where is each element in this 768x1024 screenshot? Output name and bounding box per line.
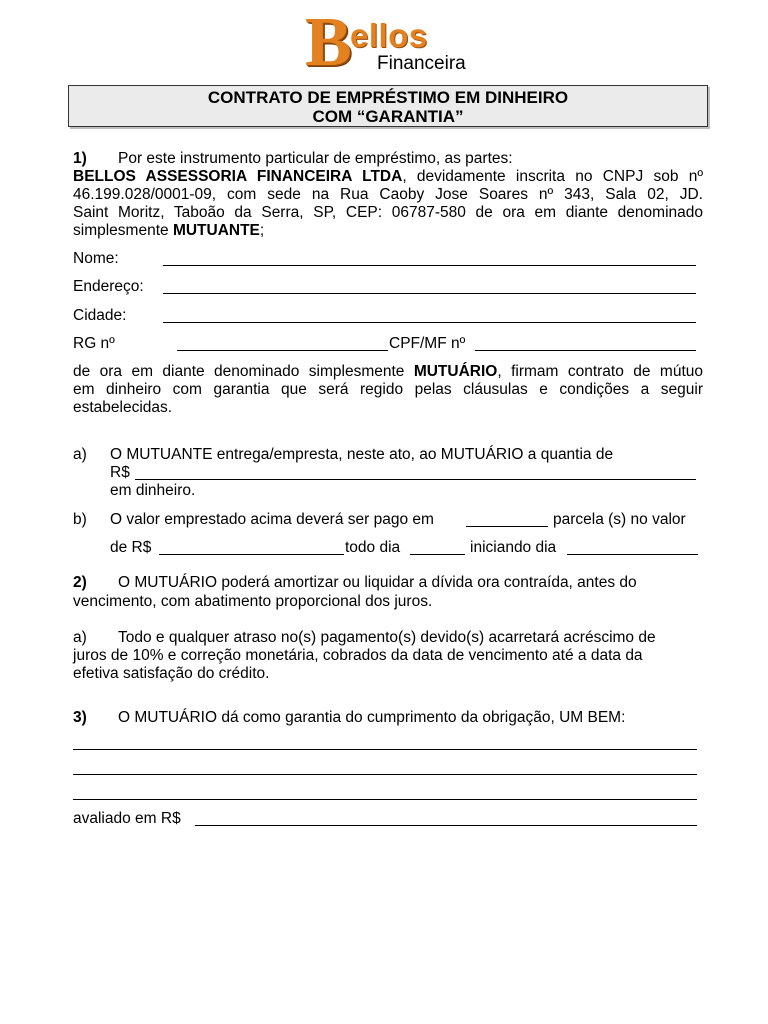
item-a-tail: em dinheiro. (110, 482, 196, 499)
clause1-line3: 46.199.028/0001-09, com sede na Rua Caoby Jose Soares nº 343, Sala 02, JD. (73, 186, 703, 203)
clause3-valued-label: avaliado em R$ (73, 810, 181, 827)
field-endereco-line[interactable] (163, 293, 696, 294)
clause2-line1: O MUTUÁRIO poderá amortizar ou liquidar a dívida ora contraída, antes do (118, 574, 637, 591)
field-rg-label: RG nº (73, 335, 115, 352)
clause3-number: 3) (73, 709, 87, 726)
item-b-day-line[interactable] (410, 554, 465, 555)
item-b-value-line[interactable] (159, 554, 344, 555)
item-b-label: b) (73, 511, 87, 528)
clause1-line5: simplesmente MUTUANTE; (73, 222, 265, 239)
item-b-line2-mid: todo dia (345, 539, 401, 556)
field-nome-label: Nome: (73, 250, 119, 267)
title-line-2: COM “GARANTIA” (312, 107, 464, 126)
field-endereco-label: Endereço: (73, 278, 144, 295)
field-cpf-label: CPF/MF nº (389, 335, 466, 352)
item-b-line2-pre: de R$ (110, 539, 152, 556)
item-a-amount-line[interactable] (135, 479, 696, 480)
clause1-intro: Por este instrumento particular de empréstimo, as partes: (118, 150, 513, 167)
item-a-currency: R$ (110, 464, 130, 481)
logo-subtitle: Financeira (377, 53, 466, 74)
item-b-start-line[interactable] (567, 554, 698, 555)
clause2a-label: a) (73, 629, 87, 646)
item-b-line2-end: iniciando dia (470, 539, 557, 556)
guarantee-value-line[interactable] (195, 825, 697, 826)
guarantee-line-1[interactable] (73, 749, 697, 750)
clause2a-line1: Todo e qualquer atraso no(s) pagamento(s) devido(s) acarretará acréscimo de (118, 629, 656, 646)
guarantee-line-3[interactable] (73, 799, 697, 800)
item-b-text-post: parcela (s) no valor (553, 511, 686, 528)
clause2a-line3: efetiva satisfação do crédito. (73, 665, 270, 682)
mutuario-line2: em dinheiro com garantia que será regido pelas cláusulas e condições a seguir (73, 381, 703, 398)
mutuario-line1: de ora em diante denominado simplesmente MUTUÁRIO, firmam contrato de mútuo (73, 363, 703, 380)
clause1-number: 1) (73, 150, 87, 167)
field-cpf-line[interactable] (475, 350, 696, 351)
item-b-text-pre: O valor emprestado acima deverá ser pago em (110, 511, 434, 528)
clause1-line4: Saint Moritz, Taboão da Serra, SP, CEP: 06787-580 de ora em diante denominado (73, 204, 703, 221)
clause1-line2: BELLOS ASSESSORIA FINANCEIRA LTDA, devidamente inscrita no CNPJ sob nº (73, 168, 704, 185)
field-cidade-line[interactable] (163, 322, 696, 323)
title-line-1: CONTRATO DE EMPRÉSTIMO EM DINHEIRO (207, 88, 569, 107)
field-cidade-label: Cidade: (73, 307, 127, 324)
item-a-text: O MUTUANTE entrega/empresta, neste ato, ao MUTUÁRIO a quantia de (110, 446, 614, 463)
clause2a-line2: juros de 10% e correção monetária, cobrados da data de vencimento até a data da (73, 647, 643, 664)
clause3-text: O MUTUÁRIO dá como garantia do cumprimento da obrigação, UM BEM: (118, 709, 626, 726)
contract-title (68, 85, 708, 127)
clause2-line2: vencimento, com abatimento proporcional dos juros. (73, 593, 433, 610)
logo-word: ellos (350, 17, 428, 54)
guarantee-line-2[interactable] (73, 774, 697, 775)
item-b-installments-line[interactable] (466, 526, 548, 527)
field-rg-line[interactable] (177, 350, 388, 351)
item-a-label: a) (73, 446, 87, 463)
bellos-logo (305, 4, 480, 81)
field-nome-line[interactable] (163, 265, 696, 266)
mutuario-line3: estabelecidas. (73, 399, 173, 416)
logo-letter: B (305, 4, 352, 81)
clause2-number: 2) (73, 574, 87, 591)
